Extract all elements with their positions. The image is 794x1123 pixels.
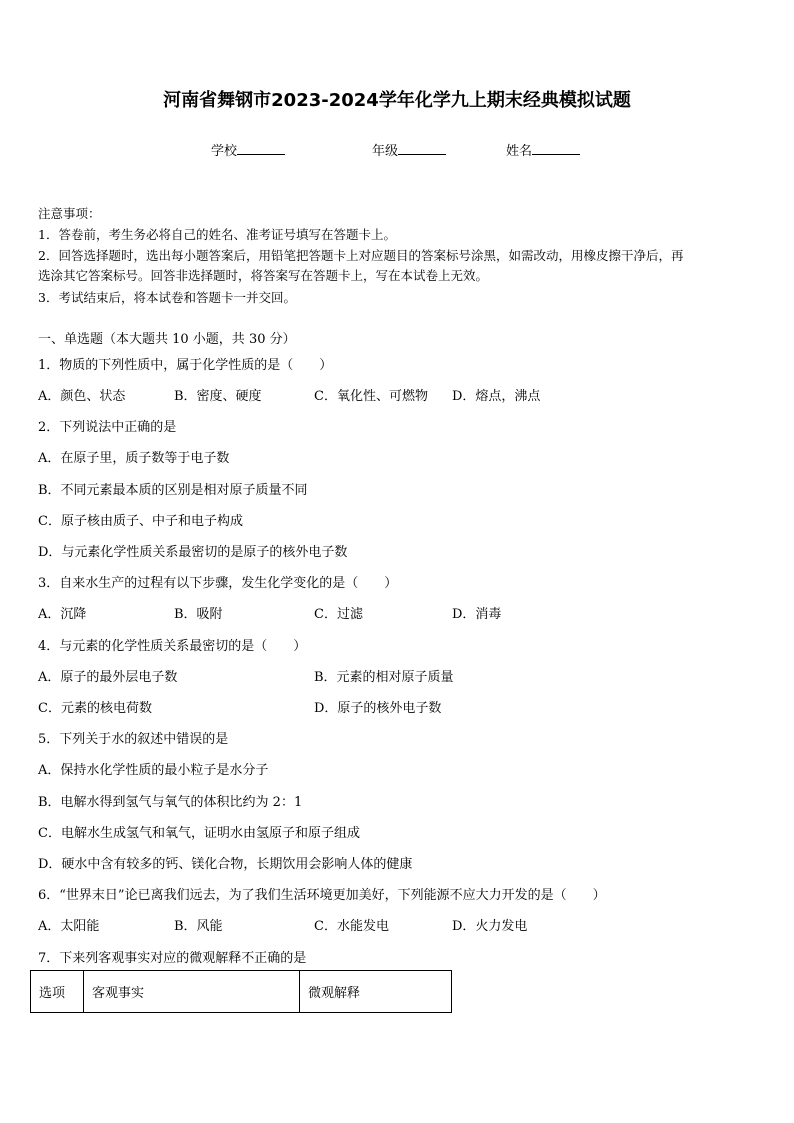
q5-option-d: D．硬水中含有较多的钙、镁化合物，长期饮用会影响人体的健康	[38, 857, 413, 872]
name-label: 姓名	[506, 144, 533, 159]
q2-option-a: A．在原子里，质子数等于电子数	[38, 451, 230, 466]
q6-option-c: C．水能发电	[314, 919, 389, 934]
q4-option-a: A．原子的最外层电子数	[38, 670, 178, 685]
name-blank	[532, 142, 580, 155]
notice-item: 选涂其它答案标号。回答非选择题时，将答案写在答题卡上，写在本试卷上无效。	[38, 268, 489, 283]
table-header-option: 选项	[31, 971, 84, 1013]
question-7-table	[30, 970, 452, 1013]
page-title: 河南省舞钢市2023-2024学年化学九上期末经典模拟试题	[163, 90, 631, 111]
q4-option-b: B．元素的相对原子质量	[314, 670, 454, 685]
table-header-explanation: 微观解释	[300, 971, 452, 1013]
table-header-fact: 客观事实	[84, 971, 300, 1013]
q2-option-c: C．原子核由质子、中子和电子构成	[38, 514, 243, 529]
section-heading: 一、单选题（本大题共 10 小题，共 30 分）	[38, 332, 296, 347]
school-label: 学校	[211, 144, 238, 159]
question-6-stem: 6．“世界末日”论已离我们远去，为了我们生活环境更加美好，下列能源不应大力开发的是（ ）	[38, 888, 606, 903]
q2-option-b: B．不同元素最本质的区别是相对原子质量不同	[38, 483, 308, 498]
q1-option-b: B．密度、硬度	[174, 389, 262, 404]
q1-option-a: A．颜色、状态	[38, 389, 126, 404]
q6-option-a: A．太阳能	[38, 919, 100, 934]
question-4-stem: 4．与元素的化学性质关系最密切的是（ ）	[38, 639, 307, 654]
q3-option-d: D．消毒	[452, 607, 502, 622]
notice-item: 2．回答选择题时，选出每小题答案后，用铅笔把答题卡上对应题目的答案标号涂黑，如需改动，用橡皮擦干净后，再	[38, 248, 684, 263]
name-field	[506, 140, 580, 159]
grade-label: 年级	[372, 144, 399, 159]
q4-option-d: D．原子的核外电子数	[314, 701, 442, 716]
question-3-stem: 3．自来水生产的过程有以下步骤，发生化学变化的是（ ）	[38, 576, 398, 591]
question-5-stem: 5．下列关于水的叙述中错误的是	[38, 732, 229, 747]
table-row	[31, 971, 452, 1013]
q2-option-d: D．与元素化学性质关系最密切的是原子的核外电子数	[38, 545, 348, 560]
question-2-stem: 2．下列说法中正确的是	[38, 420, 177, 435]
school-blank	[237, 142, 285, 155]
q1-option-d: D．熔点，沸点	[452, 389, 541, 404]
q5-option-b: B．电解水得到氢气与氧气的体积比约为 2：1	[38, 795, 303, 810]
q3-option-a: A．沉降	[38, 607, 87, 622]
notice-item: 3．考试结束后，将本试卷和答题卡一并交回。	[38, 290, 296, 305]
notice-item: 1．答卷前，考生务必将自己的姓名、准考证号填写在答题卡上。	[38, 227, 396, 242]
grade-field	[372, 140, 446, 159]
q3-option-b: B．吸附	[174, 607, 223, 622]
notice-heading: 注意事项：	[38, 206, 101, 221]
grade-blank	[398, 142, 446, 155]
q5-option-a: A．保持水化学性质的最小粒子是水分子	[38, 763, 269, 778]
q1-option-c: C．氧化性、可燃物	[314, 389, 428, 404]
q6-option-d: D．火力发电	[452, 919, 528, 934]
q5-option-c: C．电解水生成氢气和氧气，证明水由氢原子和原子组成	[38, 826, 360, 841]
q4-option-c: C．元素的核电荷数	[38, 701, 152, 716]
q6-option-b: B．风能	[174, 919, 223, 934]
school-field	[211, 140, 285, 159]
q3-option-c: C．过滤	[314, 607, 363, 622]
question-1-stem: 1．物质的下列性质中，属于化学性质的是（ ）	[38, 358, 333, 373]
question-7-stem: 7．下来列客观事实对应的微观解释不正确的是	[38, 951, 307, 966]
